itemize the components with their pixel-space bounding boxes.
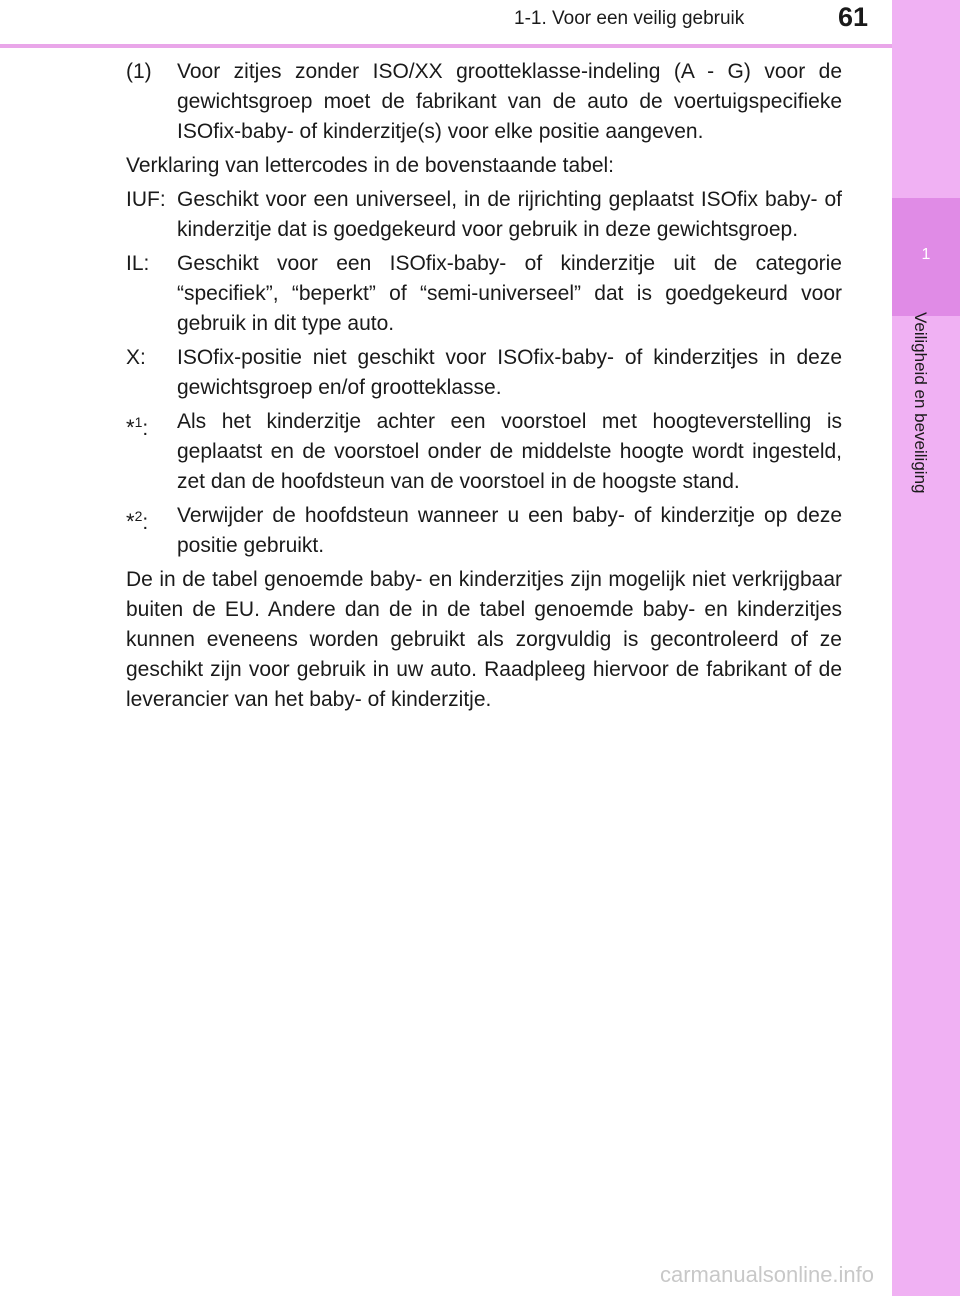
- legend-intro: Verklaring van lettercodes in de bovenstaande tabel:: [126, 154, 614, 177]
- code-tag: IUF:: [126, 188, 166, 211]
- closing-paragraph: De in de tabel genoemde baby- en kinderzitjes zijn mogelijk niet verkrijgbaar buiten de EU. Andere dan de in de tabel genoemde baby- en kinderzitjes kunnen eveneens worden gebruikt als zorgvuldig is gecontroleerd of ze geschikt zijn voor gebruik in uw auto. Raadpleeg hiervoor de fabrikant of de leverancier van het baby- of kinderzitje.: [126, 568, 842, 711]
- note-1: [126, 407, 842, 497]
- code-text: Geschikt voor een ISOfix-baby- of kinderzitje uit de categorie “specifiek”, “beperkt” of “semi-universeel” dat is goedgekeurd voor gebruik in dit type auto.: [177, 252, 842, 335]
- code-tag: IL:: [126, 252, 150, 275]
- note-number: 2: [134, 508, 143, 524]
- note-number: 1: [134, 414, 143, 430]
- section-title: 1-1. Voor een veilig gebruik: [514, 8, 745, 29]
- item-text: Voor zitjes zonder ISO/XX grootteklasse-indeling (A - G) voor de gewichtsgroep moet de fabrikant van de auto de voertuigspecifieke ISOfix-baby- of kinderzitje(s) voor elke positie aangeven.: [177, 60, 842, 143]
- note-text: Als het kinderzitje achter een voorstoel met hoogteverstelling is geplaatst en de voorstoel onder de middelste hoogte wordt ingesteld, zet dan de hoofdsteun van de voorstoel in de hoogste stand.: [177, 410, 842, 493]
- note-2: [126, 501, 842, 561]
- note-colon: :: [142, 417, 149, 440]
- chapter-number: 1: [921, 246, 931, 263]
- code-tag: X:: [126, 346, 146, 369]
- note-tag: [126, 501, 177, 561]
- code-text: ISOfix-positie niet geschikt voor ISOfix-baby- of kinderzitjes in deze gewichtsgroep en/of grootteklasse.: [177, 346, 842, 399]
- chapter-label: Veiligheid en beveiliging: [911, 312, 930, 494]
- header-divider: [0, 44, 892, 48]
- item-tag: (1): [126, 60, 152, 83]
- code-il: [126, 249, 842, 339]
- footnote-1-item: [126, 57, 842, 147]
- asterisk-mark: *: [126, 415, 135, 440]
- code-x: [126, 343, 842, 403]
- note-colon: :: [142, 511, 149, 534]
- note-text: Verwijder de hoofdsteun wanneer u een baby- of kinderzitje op deze positie gebruikt.: [177, 504, 842, 557]
- page-number: 61: [837, 2, 869, 32]
- body-text: [126, 57, 842, 719]
- chapter-side-tab: [892, 0, 960, 1296]
- watermark: carmanualsonline.info: [660, 1262, 875, 1287]
- asterisk-mark: *: [126, 509, 135, 534]
- note-tag: [126, 407, 177, 497]
- code-iuf: [126, 185, 842, 245]
- code-text: Geschikt voor een universeel, in de rijrichting geplaatst ISOfix baby- of kinderzitje dat is goedgekeurd voor gebruik in deze gewichtsgroep.: [177, 188, 842, 241]
